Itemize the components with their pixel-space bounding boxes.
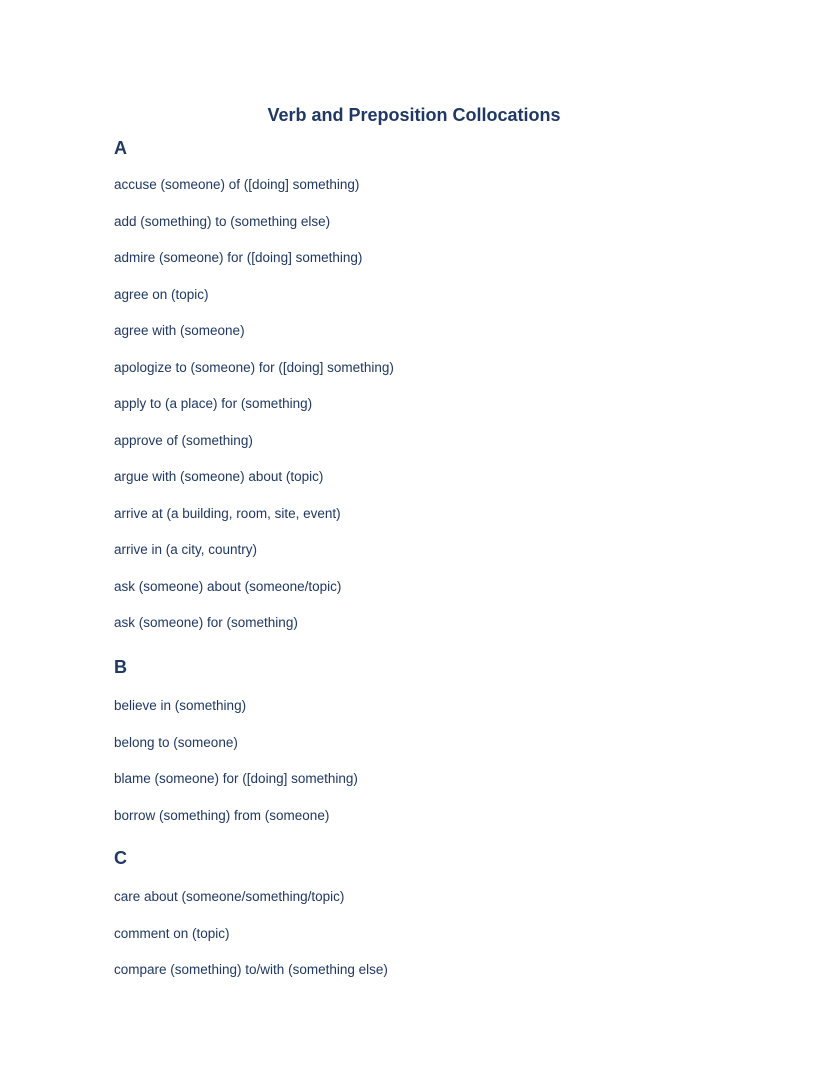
- collocation-entry: argue with (someone) about (topic): [114, 469, 324, 484]
- collocation-entry: accuse (someone) of ([doing] something): [114, 177, 360, 192]
- collocation-list-b: [114, 697, 774, 825]
- section-b: [114, 656, 774, 843]
- collocation-entry: compare (something) to/with (something else): [114, 962, 388, 977]
- collocation-entry: ask (someone) for (something): [114, 615, 298, 630]
- collocation-entry: borrow (something) from (someone): [114, 807, 330, 823]
- collocation-entry: ask (someone) about (someone/topic): [114, 578, 342, 594]
- section-heading-a: A: [114, 138, 127, 158]
- collocation-entry: arrive at (a building, room, site, event): [114, 505, 341, 521]
- collocation-entry: agree on (topic): [114, 286, 209, 302]
- collocation-entry: arrive in (a city, country): [114, 542, 258, 557]
- collocation-entry: apologize to (someone) for ([doing] something): [114, 359, 394, 375]
- section-a: [114, 137, 774, 651]
- page-title: Verb and Preposition Collocations: [267, 105, 561, 126]
- collocation-list-a: [114, 176, 774, 632]
- collocation-entry: agree with (someone): [114, 323, 245, 338]
- collocation-entry: comment on (topic): [114, 925, 230, 941]
- section-heading-c: C: [114, 848, 127, 868]
- collocation-entry: approve of (something): [114, 432, 253, 448]
- section-heading-b: B: [114, 657, 127, 677]
- collocation-entry: admire (someone) for ([doing] something): [114, 250, 363, 265]
- collocation-entry: believe in (something): [114, 698, 247, 713]
- collocation-entry: blame (someone) for ([doing] something): [114, 771, 358, 786]
- collocation-entry: add (something) to (something else): [114, 213, 331, 229]
- collocation-entry: belong to (someone): [114, 734, 238, 750]
- collocation-entry: apply to (a place) for (something): [114, 396, 313, 411]
- section-c: [114, 847, 774, 998]
- collocation-list-c: [114, 888, 774, 979]
- collocation-entry: care about (someone/something/topic): [114, 889, 345, 904]
